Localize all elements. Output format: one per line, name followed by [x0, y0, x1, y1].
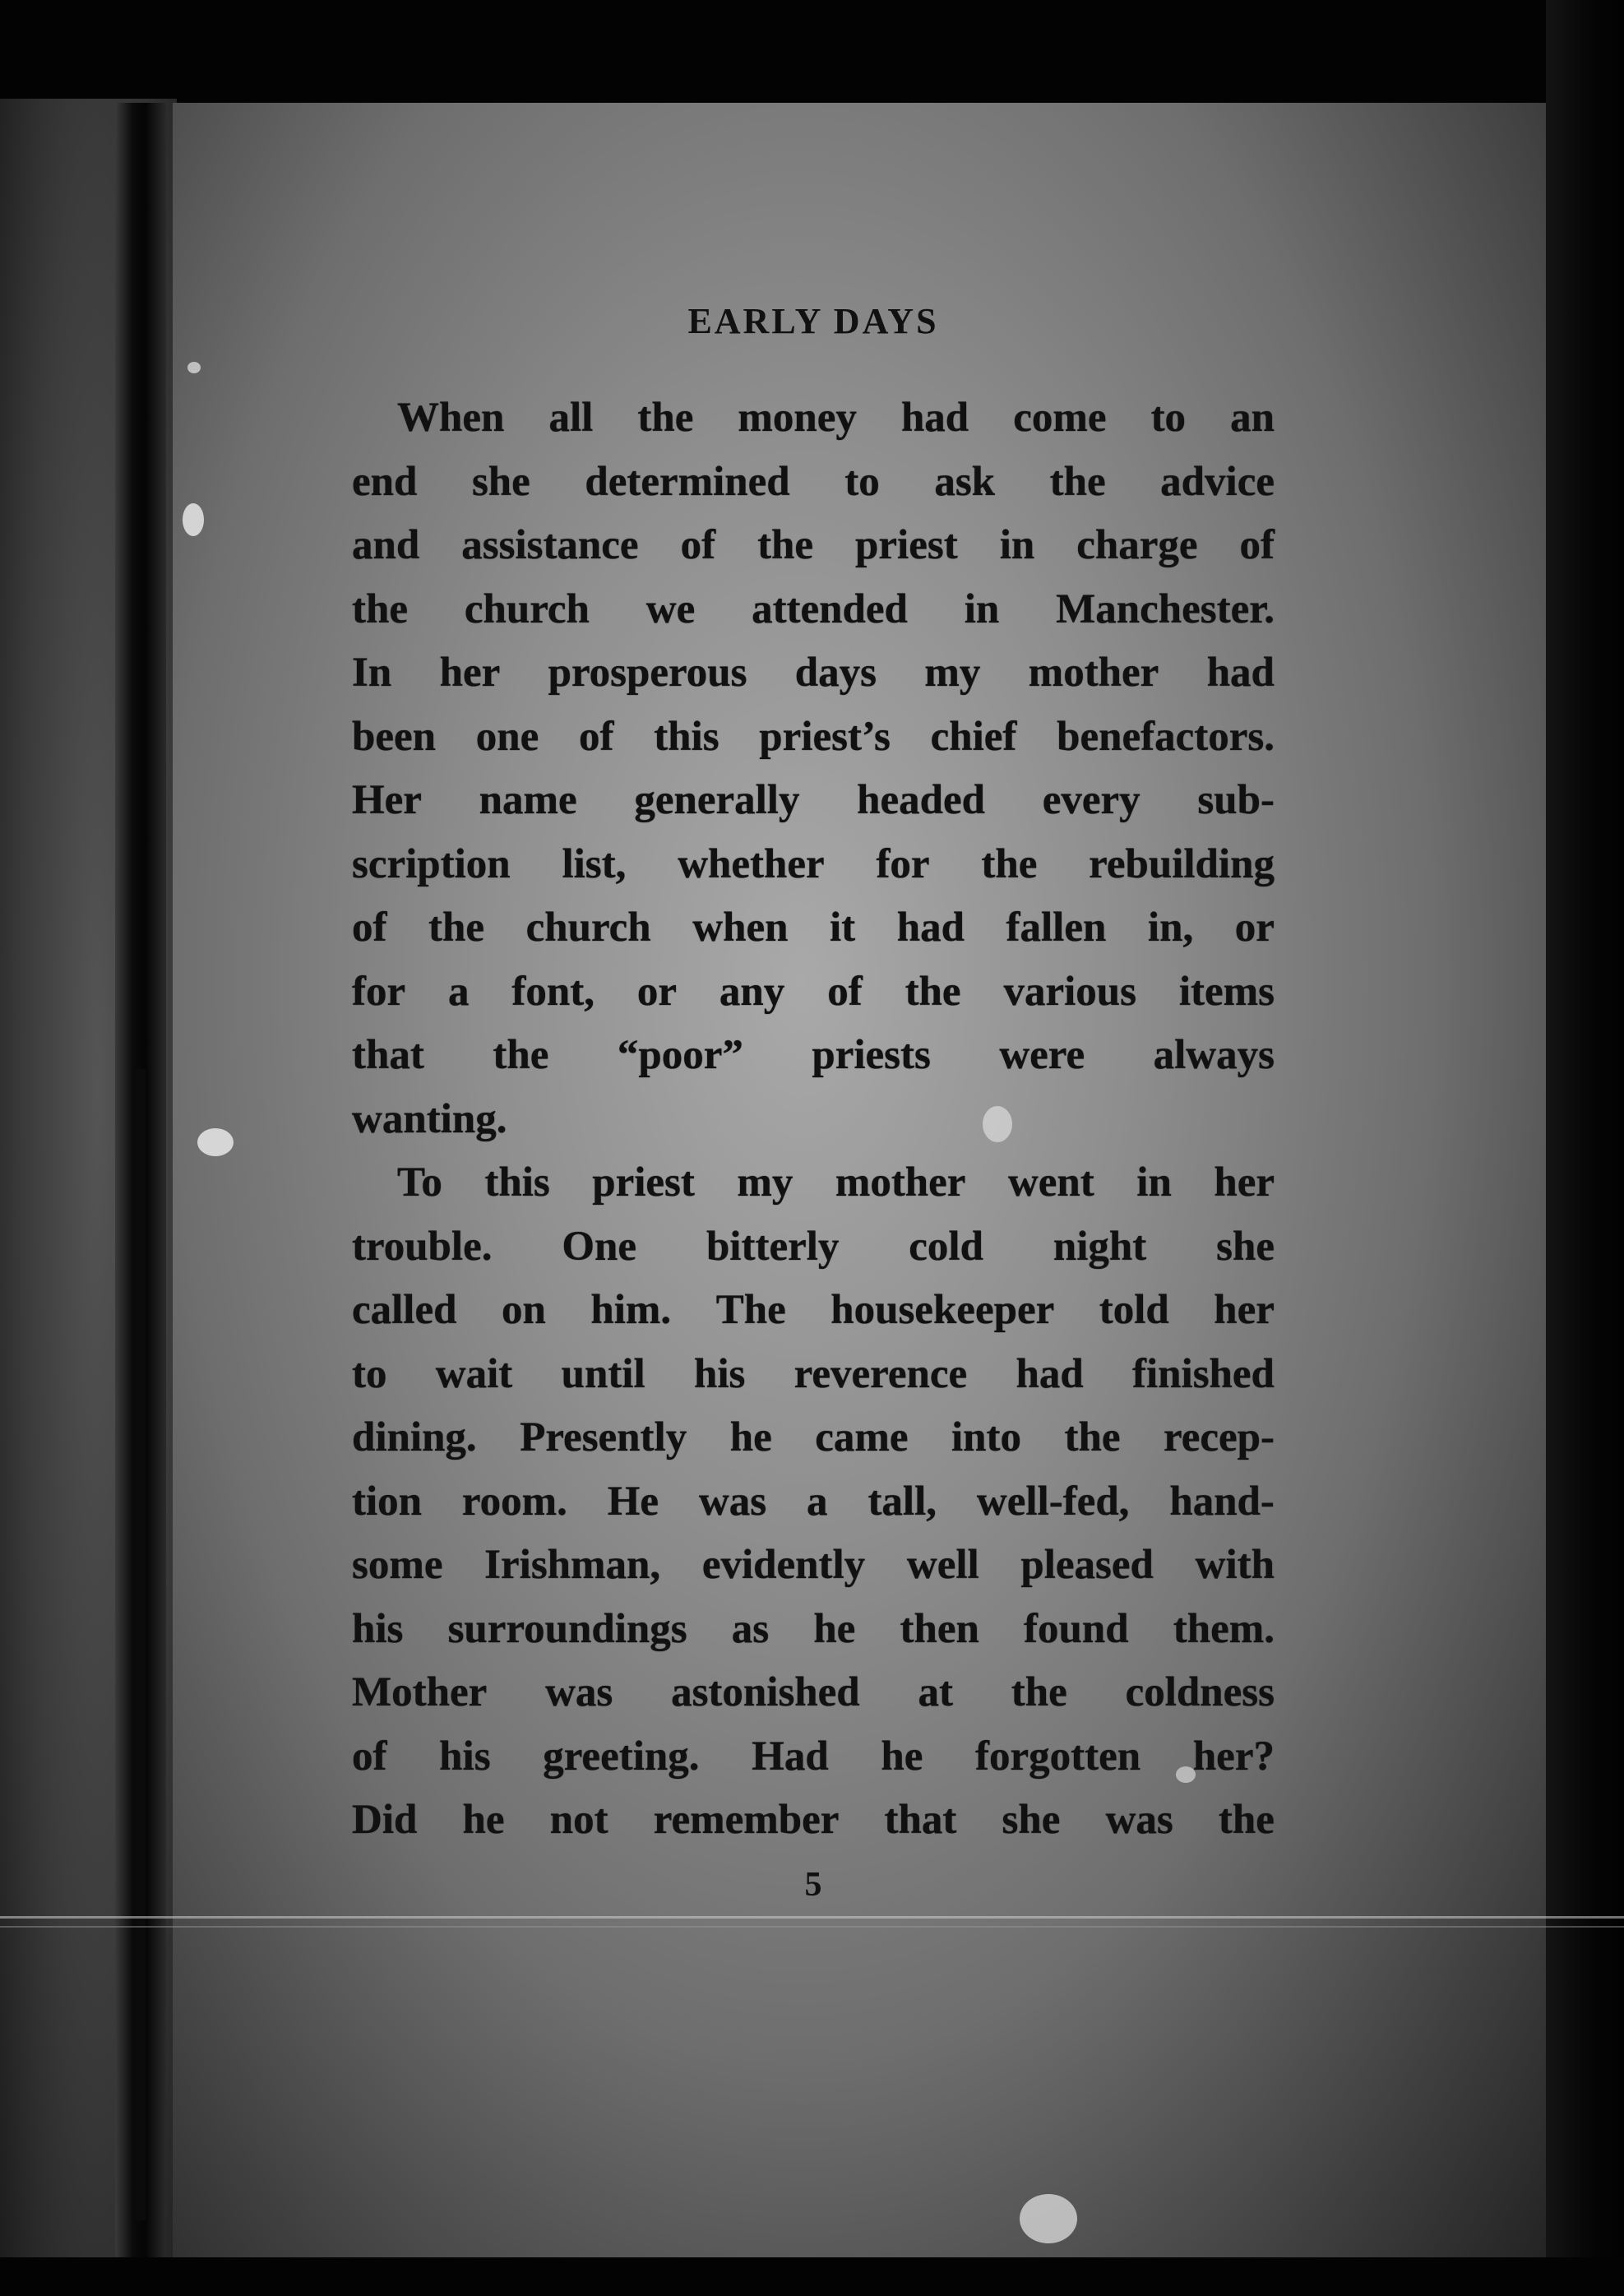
- word: that: [884, 1797, 957, 1843]
- word: reverence: [793, 1350, 968, 1397]
- running-head: EARLY DAYS: [687, 301, 939, 341]
- word: the: [352, 586, 408, 632]
- word: money: [738, 395, 857, 441]
- word: He: [607, 1478, 659, 1525]
- word: of: [680, 522, 716, 568]
- word: the: [493, 1032, 549, 1078]
- word: advice: [1160, 458, 1275, 505]
- word: charge: [1076, 522, 1198, 568]
- word: mother: [835, 1160, 966, 1206]
- word: determined: [585, 458, 790, 505]
- word: found: [1024, 1605, 1129, 1652]
- word: at: [918, 1669, 953, 1715]
- word: not: [549, 1797, 608, 1843]
- word: to: [844, 458, 880, 505]
- word: One: [562, 1223, 637, 1270]
- text-line: [352, 1279, 1275, 1343]
- word: finished: [1132, 1350, 1275, 1397]
- text-line: [352, 578, 1275, 642]
- word: surroundings: [447, 1605, 687, 1652]
- word: she: [471, 458, 530, 505]
- word: or: [1234, 905, 1275, 951]
- word: evidently: [701, 1542, 866, 1588]
- word: rebuilding: [1089, 840, 1275, 887]
- text-line: [352, 1406, 1275, 1470]
- word: room.: [461, 1478, 567, 1525]
- word: headed: [857, 777, 986, 823]
- word: tion: [352, 1478, 423, 1525]
- word: had: [896, 905, 965, 951]
- top-scan-margin: [0, 0, 1624, 103]
- word: of: [352, 905, 387, 951]
- word: wait: [435, 1350, 513, 1397]
- word: every: [1042, 777, 1141, 823]
- word: astonished: [671, 1669, 860, 1715]
- word: items: [1178, 968, 1275, 1015]
- word: list,: [562, 840, 627, 887]
- word: a: [807, 1478, 828, 1525]
- word: told: [1099, 1287, 1169, 1333]
- scanner-line: [0, 1916, 1624, 1919]
- word: any: [719, 968, 785, 1015]
- word: priests: [812, 1032, 931, 1078]
- word: the: [1064, 1414, 1121, 1460]
- word: “poor”: [617, 1032, 743, 1078]
- text-line: [352, 1789, 1275, 1853]
- word: well-fed,: [976, 1478, 1130, 1525]
- word: always: [1153, 1032, 1275, 1078]
- word: went: [1007, 1160, 1094, 1206]
- word: he: [462, 1797, 505, 1843]
- word: her: [1214, 1160, 1275, 1206]
- word: well: [906, 1542, 979, 1588]
- word: church: [464, 586, 590, 632]
- text-line: [352, 641, 1275, 706]
- word: priest: [592, 1160, 695, 1206]
- word: them.: [1173, 1605, 1275, 1652]
- word: days: [794, 650, 877, 696]
- word: had: [900, 395, 969, 441]
- word: all: [548, 395, 594, 441]
- bottom-scan-margin: [0, 2257, 1624, 2296]
- word: hand-: [1169, 1478, 1275, 1525]
- word: trouble.: [352, 1223, 493, 1270]
- word: mother: [1028, 650, 1159, 696]
- word: Her: [352, 777, 422, 823]
- word: the: [1049, 458, 1106, 505]
- word: come: [1013, 395, 1107, 441]
- word: in,: [1147, 905, 1194, 951]
- gutter-shadow: [136, 1069, 146, 2220]
- text-line: [352, 514, 1275, 578]
- paper-speck: [187, 362, 201, 373]
- word: cold: [909, 1223, 983, 1270]
- word: into: [951, 1414, 1021, 1460]
- word: Presently: [520, 1414, 687, 1460]
- word: with: [1195, 1542, 1275, 1588]
- word: Manchester.: [1056, 586, 1275, 632]
- word: When: [397, 395, 505, 441]
- paper-speck: [1020, 2194, 1077, 2243]
- text-line: [352, 1151, 1275, 1215]
- word: Mother: [352, 1669, 488, 1715]
- text-line: [352, 387, 1275, 451]
- word: this: [654, 713, 719, 760]
- paper-speck: [183, 503, 204, 536]
- word: her?: [1192, 1733, 1275, 1780]
- word: or: [636, 968, 678, 1015]
- word: for: [352, 968, 406, 1015]
- word: the: [981, 840, 1038, 887]
- word: his: [439, 1733, 491, 1780]
- text-line: [352, 1343, 1275, 1407]
- word: sub-: [1197, 777, 1275, 823]
- word: greeting.: [543, 1733, 700, 1780]
- body-text: [352, 387, 1275, 1853]
- word: we: [645, 586, 696, 632]
- word: that: [352, 1032, 424, 1078]
- word: her: [1214, 1287, 1275, 1333]
- word: in: [1136, 1160, 1172, 1206]
- text-line: [352, 1661, 1275, 1725]
- text-line: [352, 706, 1275, 770]
- word: in: [964, 586, 1000, 632]
- word: an: [1230, 395, 1275, 441]
- word: in: [999, 522, 1035, 568]
- text-line: wanting.: [352, 1095, 507, 1142]
- word: remember: [653, 1797, 840, 1843]
- word: generally: [634, 777, 800, 823]
- text-line: [352, 1024, 1275, 1088]
- word: To: [397, 1160, 442, 1206]
- word: bitterly: [706, 1223, 840, 1270]
- word: fallen: [1006, 905, 1107, 951]
- word: to: [1150, 395, 1187, 441]
- word: when: [692, 905, 789, 951]
- word: the: [905, 968, 961, 1015]
- text-line: [352, 769, 1275, 833]
- text-line: [352, 1725, 1275, 1789]
- word: for: [876, 840, 930, 887]
- word: end: [352, 458, 418, 505]
- word: Did: [352, 1797, 418, 1843]
- scanner-line-secondary: [0, 1926, 1624, 1928]
- word: chief: [930, 713, 1017, 760]
- word: the: [757, 522, 814, 568]
- word: assistance: [461, 522, 639, 568]
- word: his: [693, 1350, 746, 1397]
- word: he: [729, 1414, 772, 1460]
- word: recep-: [1163, 1414, 1275, 1460]
- word: had: [1206, 650, 1275, 696]
- word: it: [830, 905, 856, 951]
- word: the: [1011, 1669, 1067, 1715]
- word: The: [715, 1287, 786, 1333]
- text-line: [352, 833, 1275, 897]
- word: to: [352, 1350, 387, 1397]
- word: she: [1216, 1223, 1275, 1270]
- word: name: [479, 777, 577, 823]
- word: church: [525, 905, 651, 951]
- word: her: [439, 650, 501, 696]
- word: then: [900, 1605, 979, 1652]
- word: dining.: [352, 1414, 477, 1460]
- word: night: [1053, 1223, 1147, 1270]
- word: of: [1239, 522, 1275, 568]
- word: attended: [752, 586, 908, 632]
- word: priest: [855, 522, 958, 568]
- word: this: [484, 1160, 550, 1206]
- word: was: [545, 1669, 613, 1715]
- text-line: [352, 896, 1275, 961]
- word: forgotten: [975, 1733, 1141, 1780]
- word: font,: [511, 968, 595, 1015]
- word: one: [475, 713, 539, 760]
- word: housekeeper: [831, 1287, 1055, 1333]
- text-line: [352, 1470, 1275, 1535]
- word: coldness: [1125, 1669, 1275, 1715]
- word: of: [352, 1733, 387, 1780]
- word: as: [731, 1605, 770, 1652]
- page-number: 5: [804, 1866, 822, 1904]
- word: pleased: [1020, 1542, 1154, 1588]
- word: Irishman,: [484, 1542, 661, 1588]
- word: were: [999, 1032, 1085, 1078]
- word: his: [352, 1605, 404, 1652]
- word: priest’s: [759, 713, 891, 760]
- word: the: [1218, 1797, 1275, 1843]
- word: he: [881, 1733, 923, 1780]
- word: In: [352, 650, 392, 696]
- word: on: [502, 1287, 546, 1333]
- word: prosperous: [548, 650, 747, 696]
- word: scription: [352, 840, 511, 887]
- right-scan-edge: [1546, 0, 1624, 2296]
- word: my: [924, 650, 981, 696]
- text-line: [352, 961, 1275, 1025]
- word: ask: [934, 458, 996, 505]
- paper-speck: [197, 1128, 234, 1156]
- text-line: [352, 1215, 1275, 1280]
- word: called: [352, 1287, 457, 1333]
- word: was: [698, 1478, 767, 1525]
- word: various: [1003, 968, 1136, 1015]
- text-line: [352, 1534, 1275, 1598]
- word: the: [637, 395, 694, 441]
- word: she: [1002, 1797, 1061, 1843]
- word: some: [352, 1542, 443, 1588]
- word: whether: [678, 840, 825, 887]
- word: had: [1016, 1350, 1084, 1397]
- word: Had: [752, 1733, 829, 1780]
- text-line: [352, 1598, 1275, 1662]
- word: was: [1105, 1797, 1173, 1843]
- word: been: [352, 713, 436, 760]
- word: of: [578, 713, 614, 760]
- word: he: [813, 1605, 856, 1652]
- word: him.: [590, 1287, 672, 1333]
- word: and: [352, 522, 420, 568]
- text-line: [352, 451, 1275, 515]
- word: of: [827, 968, 863, 1015]
- word: tall,: [868, 1478, 937, 1525]
- word: my: [737, 1160, 793, 1206]
- word: until: [561, 1350, 645, 1397]
- word: came: [815, 1414, 909, 1460]
- word: a: [448, 968, 470, 1015]
- word: benefactors.: [1057, 713, 1275, 760]
- word: the: [428, 905, 485, 951]
